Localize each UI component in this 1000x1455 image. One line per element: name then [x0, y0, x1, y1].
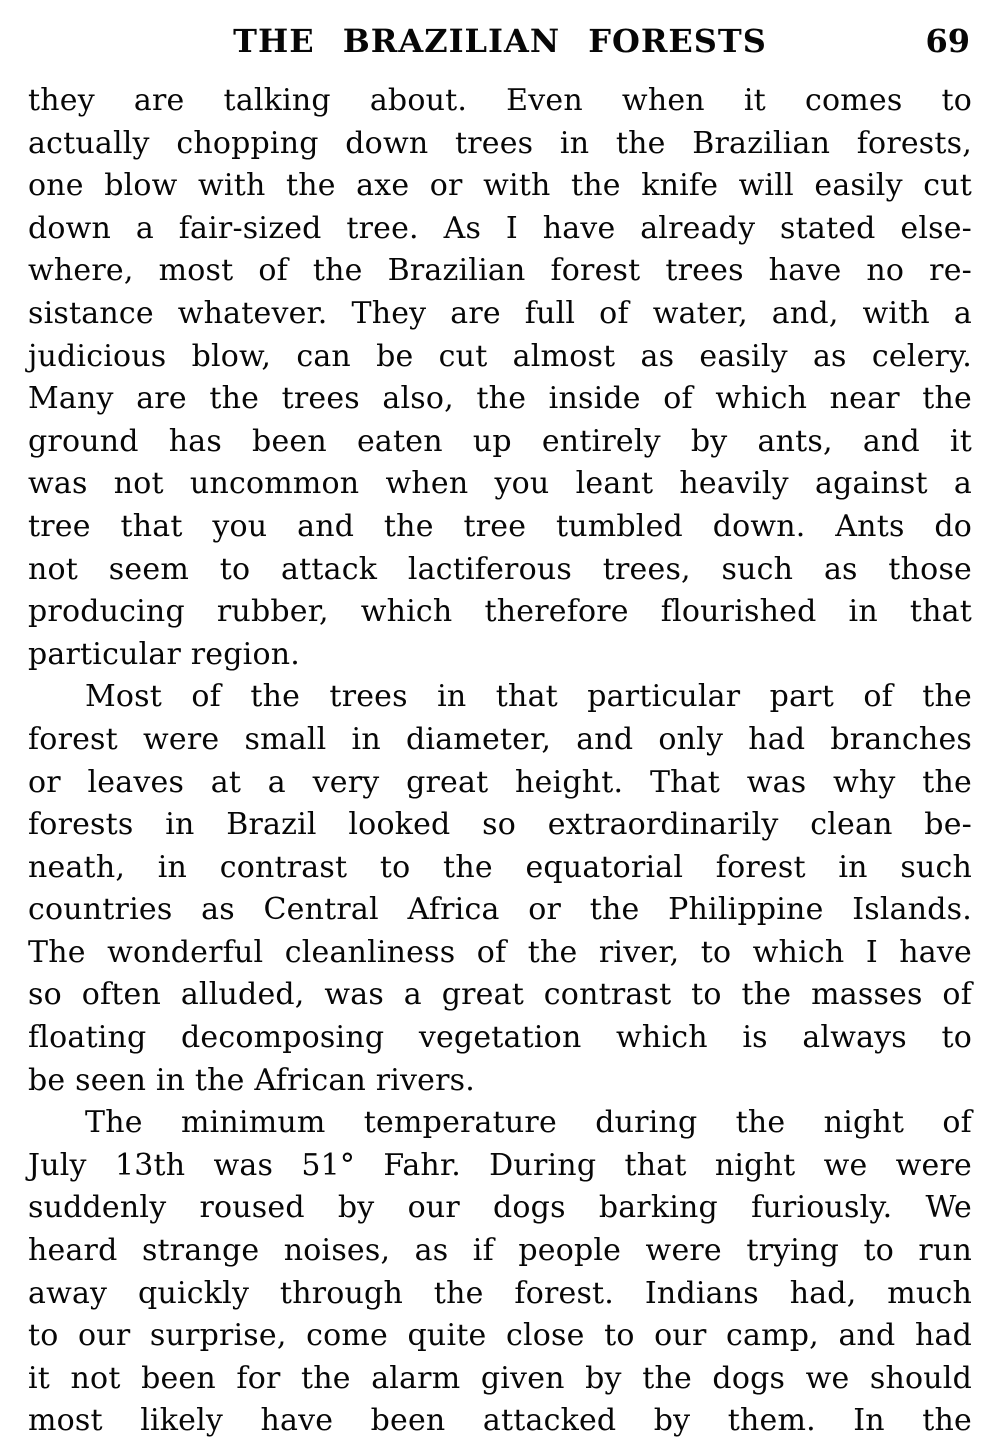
text-line: forest were small in diameter, and only had branches [28, 721, 972, 757]
text-line: be seen in the African rivers. [28, 1062, 476, 1098]
text-line: heard strange noises, as if people were trying to run [28, 1233, 972, 1269]
text-line: where, most of the Brazilian forest trees have no re- [28, 253, 972, 289]
paragraph [28, 1102, 972, 1443]
text-line: Many are the trees also, the inside of which near the [28, 381, 972, 417]
text-line: tree that you and the tree tumbled down. Ants do [28, 508, 972, 544]
text-line: so often alluded, was a great contrast to the masses of [28, 977, 972, 1013]
text-line: producing rubber, which therefore flourished in that [28, 594, 972, 630]
text-line: forests in Brazil looked so extraordinarily clean be- [28, 807, 972, 843]
running-title: THE BRAZILIAN FORESTS [233, 22, 767, 60]
text-line: actually chopping down trees in the Brazilian forests, [28, 125, 972, 161]
text-line: floating decomposing vegetation which is always to [28, 1020, 972, 1056]
text-line: they are talking about. Even when it comes to [28, 83, 972, 118]
text-line: or leaves at a very great height. That was why the [28, 764, 972, 800]
text-line: The wonderful cleanliness of the river, to which I have [28, 934, 972, 970]
paragraph [28, 676, 972, 1102]
text-line: not seem to attack lactiferous trees, such as those [28, 551, 972, 587]
page-body [28, 80, 972, 1443]
text-line: Most of the trees in that particular part of the [85, 679, 972, 715]
text-line: particular region. [28, 636, 300, 672]
text-line: judicious blow, can be cut almost as easily as celery. [28, 338, 972, 374]
text-line: July 13th was 51° Fahr. During that night we were [28, 1147, 972, 1183]
text-line: most likely have been attacked by them. In the [28, 1403, 972, 1439]
text-line: away quickly through the forest. Indians had, much [28, 1275, 972, 1311]
text-line: to our surprise, come quite close to our camp, and had [28, 1318, 972, 1354]
text-line: neath, in contrast to the equatorial forest in such [28, 849, 972, 885]
text-line: it not been for the alarm given by the dogs we should [28, 1360, 972, 1396]
text-line: The minimum temperature during the night of [85, 1105, 972, 1141]
paragraph [28, 80, 972, 676]
text-line: countries as Central Africa or the Philippine Islands. [28, 892, 972, 928]
text-line: one blow with the axe or with the knife will easily cut [28, 168, 972, 204]
page-header [28, 22, 972, 70]
text-line: down a fair-sized tree. As I have already stated else- [28, 210, 972, 246]
text-line: sistance whatever. They are full of water, and, with a [28, 295, 972, 331]
text-line: ground has been eaten up entirely by ants, and it [28, 423, 972, 459]
text-line: was not uncommon when you leant heavily against a [28, 466, 972, 502]
text-line: suddenly roused by our dogs barking furiously. We [28, 1190, 972, 1226]
page-number: 69 [925, 22, 970, 60]
